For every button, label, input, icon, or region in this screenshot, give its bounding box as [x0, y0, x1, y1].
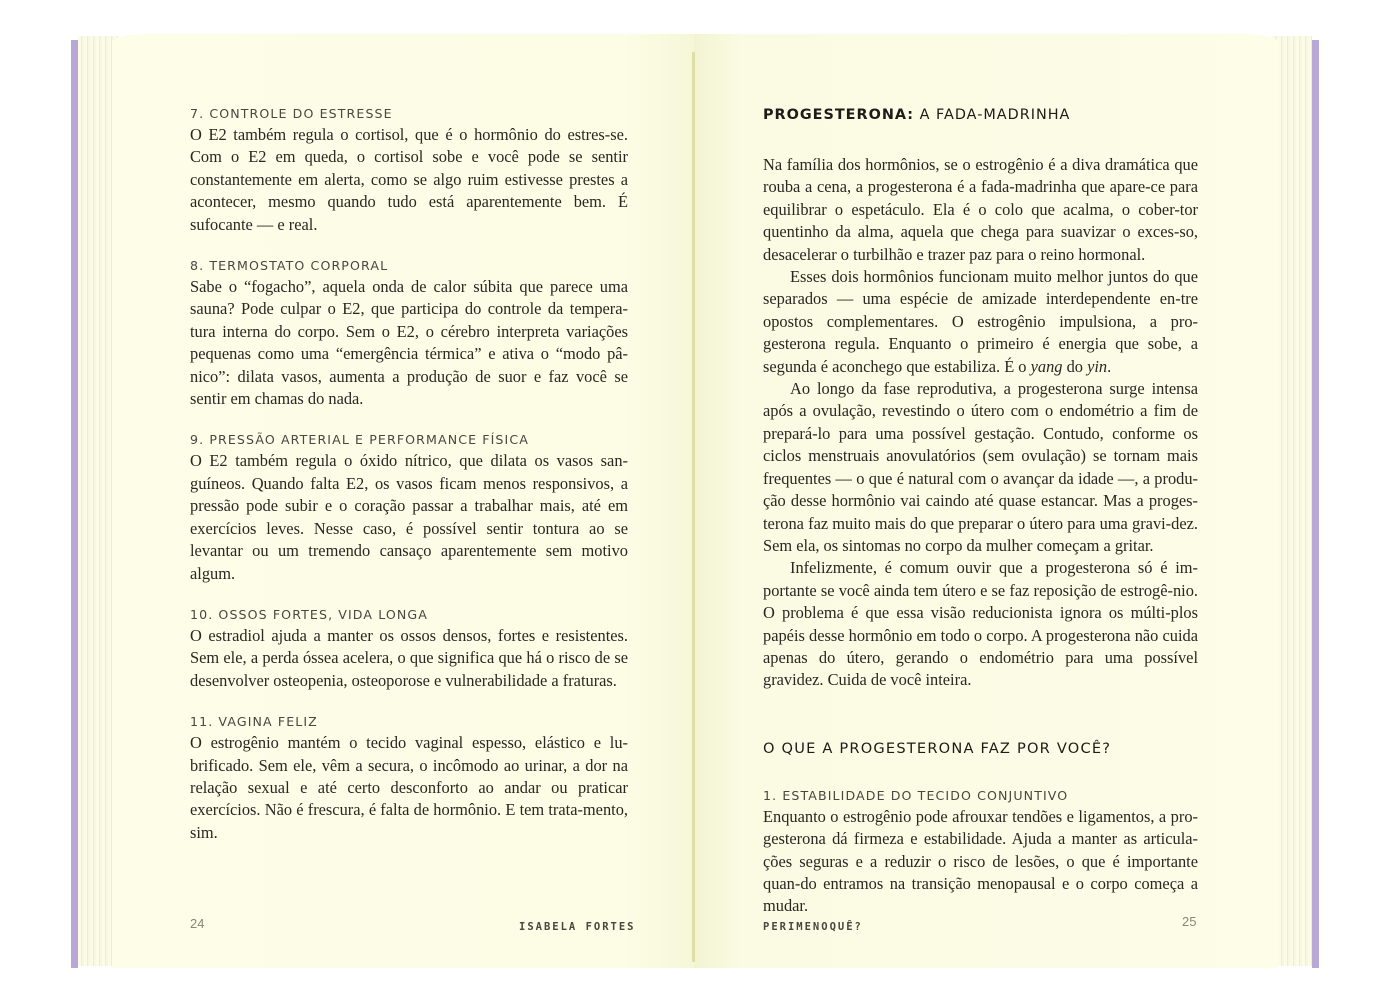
- section-vaginal-health: [190, 712, 628, 844]
- section-stress-control: [190, 104, 628, 236]
- section-heading: 1. ESTABILIDADE DO TECIDO CONJUNTIVO: [763, 788, 1069, 803]
- section-body: O E2 também regula o óxido nítrico, que dilata os vasos san-guíneos. Quando falta E2, os vasos ficam menos responsivos, a pressão pode subir e o coração passar a trabalhar mais, até em exercícios leves. Nesse caso, é possível sentir tontura ao se levantar ou um tremendo cansaço aparentemente sem motivo algum.: [190, 451, 628, 583]
- section-body: Enquanto o estrogênio pode afrouxar tendões e ligamentos, a pro-gesterona dá firmeza e estabilidade. Ajuda a manter as articula-ções seguras e a reduzir o risco de lesões, o que é importante quan-do entramos na transição menopausal e o corpo começa a mudar.: [763, 806, 1198, 916]
- section-body: O estrogênio mantém o tecido vaginal espesso, elástico e lu-brificado. Sem ele, vêm a secura, o incômodo ao urinar, a dor na relação sexual e até certo desconforto ao andar ou praticar exercícios. Não é frescura, é falta de hormônio. E tem trata-mento, sim.: [190, 733, 628, 842]
- section-blood-pressure: [190, 430, 628, 584]
- section-body: Sabe o “fogacho”, aquela onda de calor súbita que parece uma sauna? Pode culpar o E2, que participa do controle da tempera-tura interna do corpo. Sem o E2, o cérebro interpreta variações pequenas como uma “emergência térmica” e ativa o “modo pâ-nico”: dilata vasos, aumenta a produção de suor e faz você se sentir em chamas do nada.: [190, 277, 628, 409]
- page-number-right: 25: [1182, 914, 1197, 929]
- section-heading: 7. CONTROLE DO ESTRESSE: [190, 106, 393, 121]
- italic-yin: yin: [1087, 356, 1108, 376]
- section-heading: 9. PRESSÃO ARTERIAL E PERFORMANCE FÍSICA: [190, 432, 529, 448]
- right-page-content: [763, 104, 1198, 938]
- text: .: [1107, 356, 1112, 376]
- chapter-title-rest: A FADA-MADRINHA: [914, 107, 1071, 123]
- paragraph: Infelizmente, é comum ouvir que a progesterona só é im-portante se você ainda tem útero e se faz reposição de estrogê-nio. O problema é que essa visão reducionista ignora os múlti-plos papéis desse hormônio em todo o corpo. A progesterona não cuida apenas do útero, gerando o endométrio para uma possível gravidez. Cuida de você inteira.: [763, 558, 1198, 690]
- book-cover-right-edge: [1312, 40, 1319, 968]
- chapter-title-bold: PROGESTERONA:: [763, 107, 915, 123]
- running-head-title: PERIMENOQUÊ?: [763, 921, 863, 933]
- text: do: [1062, 356, 1088, 376]
- section-heading: 11. VAGINA FELIZ: [190, 714, 318, 729]
- section-body-thermostat: [190, 256, 628, 410]
- text: Esses dois hormônios funcionam muito melhor juntos do que separados — uma espécie de amizade interdependente en-tre opostos complementares. O estrogênio impulsiona, a pro-gesterona regula. Enquanto o primeiro é energia que sobe, a segunda é aconchego que estabiliza. É o: [763, 267, 1198, 376]
- section-connective-tissue: [763, 786, 1198, 918]
- paragraph-yin-yang: [763, 266, 1198, 378]
- chapter-title: [763, 104, 1198, 126]
- page-number-left: 24: [190, 916, 205, 931]
- subchapter-title: O QUE A PROGESTERONA FAZ POR VOCÊ?: [763, 739, 1112, 757]
- book-gutter: [692, 52, 695, 962]
- italic-yang: yang: [1030, 356, 1063, 376]
- section-body: O E2 também regula o cortisol, que é o hormônio do estres-se. Com o E2 em queda, o cortisol sobe e você pode se sentir constantemente em alerta, como se algo ruim estivesse prestes a acontecer, mesmo quando tudo está aparentemente bem. É sufocante — e real.: [190, 125, 628, 234]
- running-head-author: ISABELA FORTES: [519, 921, 636, 933]
- section-heading: 8. TERMOSTATO CORPORAL: [190, 258, 389, 273]
- section-bones: [190, 605, 628, 692]
- section-heading: 10. OSSOS FORTES, VIDA LONGA: [190, 607, 428, 622]
- page-stack-right: [1272, 36, 1312, 966]
- paragraph: Na família dos hormônios, se o estrogênio é a diva dramática que rouba a cena, a progesterona é a fada-madrinha que apare-ce para equilibrar o espetáculo. Ela é o colo que acalma, o cober-tor quentinho da alma, aquela que chega para suavizar o exces-so, desacelerar o turbilhão e trazer paz para o reino hormonal.: [763, 155, 1198, 264]
- paragraph: Ao longo da fase reprodutiva, a progesterona surge intensa após a ovulação, revestindo o útero com o endométrio a fim de prepará-lo para uma possível gestação. Contudo, conforme os ciclos menstruais anovulatórios (sem ovulação) se tornam mais frequentes — o que é natural com o avançar da idade —, a produ-ção desse hormônio vai caindo até quase estancar. Mas a proges-terona faz muito mais do que preparar o útero para uma gravi-dez. Sem ela, os sintomas no corpo da mulher começam a gritar.: [763, 379, 1198, 555]
- left-page-content: [190, 104, 628, 864]
- book-cover-left-edge: [71, 40, 78, 968]
- section-body: O estradiol ajuda a manter os ossos densos, fortes e resistentes. Sem ele, a perda óssea acelera, o que significa que há o risco de se desenvolver osteopenia, osteoporose e vulnerabilidade a fraturas.: [190, 625, 628, 690]
